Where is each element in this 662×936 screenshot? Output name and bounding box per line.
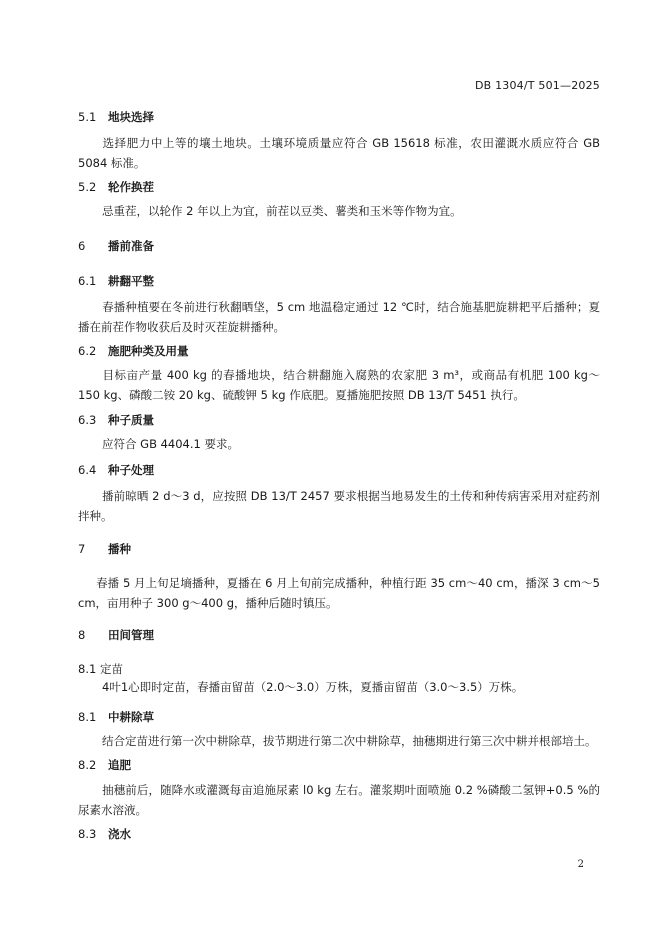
heading-number: 8.2 (78, 758, 97, 772)
paragraph-text: 播前晾晒 2 d～3 d，应按照 DB 13/T 2457 要求根据当地易发生的土传和种传病害采用对症药剂拌种。 (78, 489, 600, 523)
heading-5-1 (78, 109, 154, 125)
paragraph-6-4 (78, 486, 600, 526)
heading-number: 6 (78, 239, 86, 253)
heading-number: 5.1 (78, 110, 97, 124)
heading-number: 7 (78, 542, 86, 556)
heading-number: 8.1 (78, 662, 97, 676)
heading-number: 5.2 (78, 180, 97, 194)
heading-8-2 (78, 757, 131, 773)
heading-8 (78, 627, 154, 643)
heading-title: 耕翻平整 (108, 274, 154, 288)
heading-title: 地块选择 (108, 110, 154, 124)
paragraph-text: 选择肥力中上等的壤土地块。土壤环境质量应符合 GB 15618 标准，农田灌溉水质应符合 GB 5084 标准。 (78, 136, 600, 170)
heading-7 (78, 541, 131, 557)
heading-title: 播种 (108, 542, 131, 556)
heading-8-1-weeding (78, 709, 154, 725)
heading-title: 田间管理 (108, 628, 154, 642)
paragraph-6-2 (78, 365, 600, 405)
heading-number: 8.1 (78, 710, 97, 724)
heading-number: 8 (78, 628, 86, 642)
heading-6 (78, 238, 154, 254)
paragraph-text: 应符合 GB 4404.1 要求。 (102, 437, 240, 451)
heading-6-2 (78, 343, 189, 359)
heading-title: 定苗 (100, 662, 123, 676)
paragraph-text: 4叶1心即时定苗，春播亩留苗（2.0～3.0）万株，夏播亩留苗（3.0～3.5）万株。 (102, 680, 524, 694)
heading-6-4 (78, 462, 154, 478)
paragraph-7 (78, 573, 600, 613)
heading-5-2 (78, 179, 154, 195)
heading-number: 6.3 (78, 413, 97, 427)
paragraph-6-1 (78, 297, 600, 337)
heading-title: 种子处理 (108, 463, 154, 477)
paragraph-text: 春播 5 月上旬足墒播种，夏播在 6 月上旬前完成播种，种植行距 35 cm～40 cm，播深 3 cm～5 cm，亩用种子 300 g～400 g，播种后随时镇压。 (78, 576, 600, 610)
paragraph-8-2 (78, 780, 600, 820)
page-number: 2 (577, 859, 584, 870)
document-id-header: DB 1304/T 501—2025 (474, 79, 600, 92)
heading-number: 6.4 (78, 463, 97, 477)
paragraph-text: 结合定苗进行第一次中耕除草，拔节期进行第二次中耕除草，抽穗期进行第三次中耕并根部培土。 (102, 734, 597, 748)
heading-8-1-seedling (78, 661, 123, 677)
heading-number: 8.3 (78, 827, 97, 841)
heading-title: 浇水 (108, 827, 131, 841)
heading-6-1 (78, 273, 154, 289)
heading-title: 播前准备 (108, 239, 154, 253)
paragraph-5-1 (78, 133, 600, 173)
paragraph-6-3 (78, 434, 600, 454)
heading-title: 施肥种类及用量 (108, 344, 189, 358)
heading-title: 种子质量 (108, 413, 154, 427)
heading-number: 6.1 (78, 274, 97, 288)
heading-title: 轮作换茬 (108, 180, 154, 194)
heading-8-3 (78, 826, 131, 842)
heading-title: 追肥 (108, 758, 131, 772)
paragraph-5-2 (78, 201, 600, 221)
heading-title: 中耕除草 (108, 710, 154, 724)
paragraph-text: 忌重茬，以轮作 2 年以上为宜，前茬以豆类、薯类和玉米等作物为宜。 (102, 204, 462, 218)
paragraph-8-1-seedling (78, 677, 600, 697)
paragraph-text: 抽穗前后，随降水或灌溉每亩追施尿素 l0 kg 左右。灌浆期叶面喷施 0.2 %磷酸二氢钾+0.5 %的尿素水溶液。 (78, 783, 600, 817)
paragraph-text: 春播种植要在冬前进行秋翻晒垡，5 cm 地温稳定通过 12 ℃时，结合施基肥旋耕耙平后播种；夏播在前茬作物收获后及时灭茬旋耕播种。 (78, 300, 600, 334)
paragraph-text: 目标亩产量 400 kg 的春播地块，结合耕翻施入腐熟的农家肥 3 m³，或商品有机肥 100 kg～150 kg、磷酸二铵 20 kg、硫酸钾 5 kg 作底肥。夏播施肥按照 DB 13/T 5451 执行。 (78, 368, 600, 402)
paragraph-8-1-weeding (78, 731, 600, 751)
heading-6-3 (78, 412, 154, 428)
heading-number: 6.2 (78, 344, 97, 358)
